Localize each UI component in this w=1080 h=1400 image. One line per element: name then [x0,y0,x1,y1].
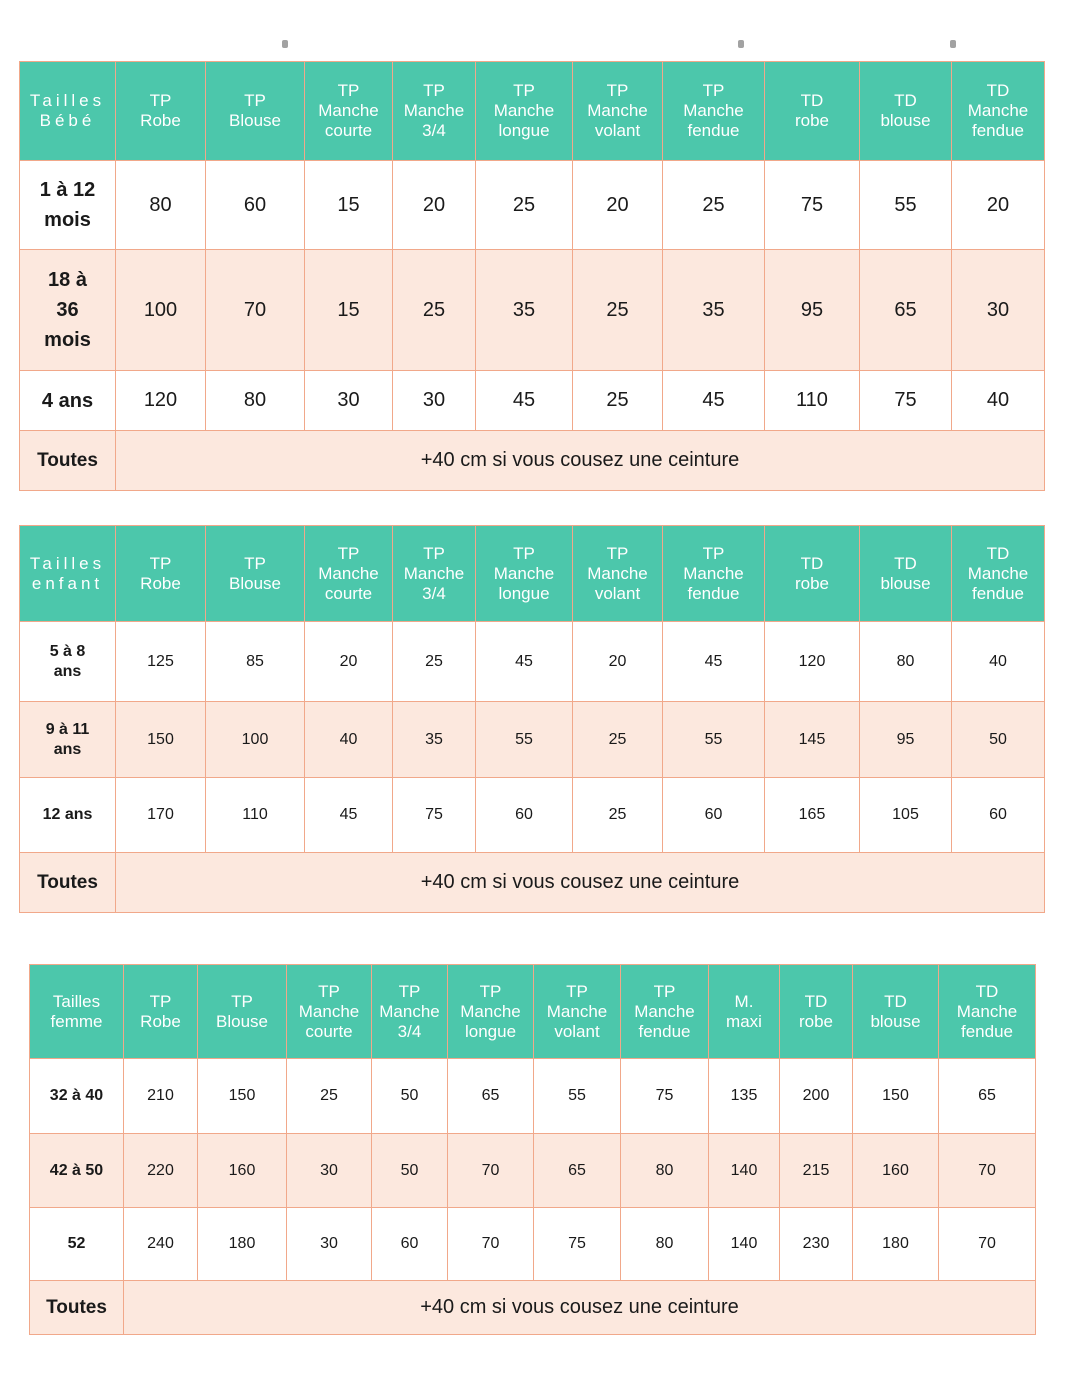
row-size-label: 1 à 12 mois [20,161,116,250]
header-cell [663,526,765,622]
header-label: TP Manche 3/4 [403,543,465,603]
header-cell [952,62,1045,161]
header-label: TP Robe [140,991,181,1031]
value-cell: 230 [780,1208,853,1281]
value-cell: 70 [939,1134,1036,1208]
header-label: TP Manche fendue [683,543,744,603]
value-cell: 160 [198,1134,287,1208]
header-cell [853,965,939,1059]
header-label: TD blouse [870,991,921,1031]
header-label: TP Manche longue [460,981,521,1041]
value-cell: 180 [198,1208,287,1281]
table-row [30,1059,1036,1134]
footer-label: Toutes [20,431,116,491]
value-cell: 50 [372,1134,448,1208]
value-cell: 110 [206,778,305,853]
table-row [30,1134,1036,1208]
value-cell: 30 [287,1208,372,1281]
value-cell: 70 [206,250,305,371]
row-size-label: 32 à 40 [30,1059,124,1134]
value-cell: 45 [663,371,765,431]
table-row [20,622,1045,702]
value-cell: 85 [206,622,305,702]
header-label: TP Blouse [216,991,268,1031]
value-cell: 25 [393,622,476,702]
value-cell: 210 [124,1059,198,1134]
footer-note: +40 cm si vous cousez une ceinture [116,853,1045,913]
value-cell: 75 [393,778,476,853]
value-cell: 170 [116,778,206,853]
value-cell: 140 [709,1134,780,1208]
header-cell [116,62,206,161]
value-cell: 25 [573,778,663,853]
header-label: TD blouse [880,91,931,130]
value-cell: 45 [476,371,573,431]
row-size-label: 5 à 8 ans [20,622,116,702]
size-table-bebe [19,61,1045,491]
table-row [20,702,1045,778]
header-label: Tailles enfant [29,553,106,593]
header-label: TP Blouse [229,91,281,130]
footer-row [20,431,1045,491]
value-cell: 160 [853,1134,939,1208]
value-cell: 200 [780,1059,853,1134]
value-cell: 45 [305,778,393,853]
header-cell [939,965,1036,1059]
header-label: TP Manche volant [587,543,648,603]
value-cell: 70 [448,1208,534,1281]
header-label: TP Manche courte [318,81,379,140]
value-cell: 25 [573,250,663,371]
value-cell: 25 [393,250,476,371]
row-size-label: 18 à 36 mois [20,250,116,371]
value-cell: 50 [952,702,1045,778]
value-cell: 215 [780,1134,853,1208]
header-label: TP Manche fendue [634,981,695,1041]
header-cell [476,526,573,622]
value-cell: 25 [573,702,663,778]
value-cell: 140 [709,1208,780,1281]
value-cell: 150 [116,702,206,778]
value-cell: 55 [663,702,765,778]
value-cell: 60 [952,778,1045,853]
value-cell: 15 [305,161,393,250]
footer-note: +40 cm si vous cousez une ceinture [124,1281,1036,1335]
value-cell: 80 [621,1134,709,1208]
size-table-femme [29,964,1036,1335]
header-cell [372,965,448,1059]
footer-row [30,1281,1036,1335]
table-row [20,250,1045,371]
value-cell: 60 [663,778,765,853]
value-cell: 35 [663,250,765,371]
footer-note: +40 cm si vous cousez une ceinture [116,431,1045,491]
header-cell [206,62,305,161]
header-cell [393,62,476,161]
header-cell [448,965,534,1059]
row-size-label: 4 ans [20,371,116,431]
header-label: Tailles femme [50,991,103,1031]
footer-label: Toutes [30,1281,124,1335]
value-cell: 120 [765,622,860,702]
table-row [20,161,1045,250]
header-label: TP Manche volant [587,81,648,140]
header-label: TP Manche 3/4 [379,981,440,1041]
value-cell: 80 [206,371,305,431]
value-cell: 80 [621,1208,709,1281]
value-cell: 105 [860,778,952,853]
value-cell: 150 [198,1059,287,1134]
value-cell: 65 [534,1134,621,1208]
footer-row [20,853,1045,913]
header-label: TP Manche 3/4 [403,81,465,140]
value-cell: 55 [534,1059,621,1134]
header-cell [860,62,952,161]
header-cell-sizes [20,526,116,622]
header-cell [116,526,206,622]
value-cell: 100 [116,250,206,371]
value-cell: 100 [206,702,305,778]
value-cell: 65 [939,1059,1036,1134]
value-cell: 25 [476,161,573,250]
header-row [30,965,1036,1059]
value-cell: 95 [860,702,952,778]
value-cell: 40 [952,622,1045,702]
value-cell: 135 [709,1059,780,1134]
table-row [20,371,1045,431]
value-cell: 120 [116,371,206,431]
header-row [20,526,1045,622]
value-cell: 20 [393,161,476,250]
value-cell: 35 [476,250,573,371]
header-cell [765,526,860,622]
value-cell: 125 [116,622,206,702]
value-cell: 25 [663,161,765,250]
value-cell: 110 [765,371,860,431]
value-cell: 150 [853,1059,939,1134]
header-label: TP Robe [140,553,181,593]
header-cell [663,62,765,161]
row-size-label: 9 à 11 ans [20,702,116,778]
value-cell: 60 [476,778,573,853]
header-label: M. maxi [726,991,762,1031]
header-label: TD Manche fendue [967,81,1029,140]
table-row [20,778,1045,853]
value-cell: 240 [124,1208,198,1281]
header-cell [952,526,1045,622]
header-cell [198,965,287,1059]
value-cell: 65 [860,250,952,371]
value-cell: 30 [305,371,393,431]
row-size-label: 52 [30,1208,124,1281]
value-cell: 30 [287,1134,372,1208]
header-cell [534,965,621,1059]
header-label: TP Robe [140,91,181,130]
header-label: TP Manche longue [493,543,555,603]
value-cell: 70 [448,1134,534,1208]
header-label: TD Manche fendue [967,543,1029,603]
header-label: TD robe [794,91,830,130]
value-cell: 70 [939,1208,1036,1281]
value-cell: 55 [860,161,952,250]
value-cell: 20 [573,161,663,250]
header-cell [860,526,952,622]
value-cell: 95 [765,250,860,371]
value-cell: 220 [124,1134,198,1208]
value-cell: 20 [573,622,663,702]
value-cell: 45 [663,622,765,702]
header-label: TP Manche courte [318,543,379,603]
value-cell: 25 [287,1059,372,1134]
value-cell: 80 [860,622,952,702]
value-cell: 80 [116,161,206,250]
header-label: TP Blouse [229,553,281,593]
value-cell: 75 [534,1208,621,1281]
header-label: TD Manche fendue [956,981,1018,1041]
header-label: TP Manche courte [298,981,360,1041]
value-cell: 75 [765,161,860,250]
value-cell: 15 [305,250,393,371]
header-label: TP Manche longue [493,81,555,140]
header-label: TP Manche fendue [683,81,744,140]
header-row [20,62,1045,161]
row-size-label: 42 à 50 [30,1134,124,1208]
value-cell: 75 [860,371,952,431]
value-cell: 30 [952,250,1045,371]
header-cell [305,62,393,161]
value-cell: 40 [305,702,393,778]
header-label: TP Manche volant [546,981,608,1041]
value-cell: 60 [372,1208,448,1281]
header-cell [476,62,573,161]
value-cell: 50 [372,1059,448,1134]
value-cell: 45 [476,622,573,702]
header-cell-sizes [20,62,116,161]
value-cell: 35 [393,702,476,778]
value-cell: 145 [765,702,860,778]
header-cell-sizes [30,965,124,1059]
header-cell [206,526,305,622]
value-cell: 25 [573,371,663,431]
header-cell [573,62,663,161]
header-label: Tailles Bébé [29,91,106,130]
row-size-label: 12 ans [20,778,116,853]
header-cell [573,526,663,622]
footer-label: Toutes [20,853,116,913]
table-row [30,1208,1036,1281]
value-cell: 30 [393,371,476,431]
value-cell: 20 [305,622,393,702]
header-cell [305,526,393,622]
value-cell: 75 [621,1059,709,1134]
header-cell [287,965,372,1059]
value-cell: 55 [476,702,573,778]
header-cell [780,965,853,1059]
value-cell: 20 [952,161,1045,250]
header-cell [709,965,780,1059]
header-label: TD robe [794,553,830,593]
value-cell: 180 [853,1208,939,1281]
header-cell [124,965,198,1059]
header-label: TD blouse [880,553,931,593]
header-cell [393,526,476,622]
header-label: TD robe [798,991,834,1031]
size-table-enfant [19,525,1045,913]
value-cell: 65 [448,1059,534,1134]
header-cell [765,62,860,161]
value-cell: 40 [952,371,1045,431]
header-cell [621,965,709,1059]
cropped-text-line [20,30,1044,48]
value-cell: 60 [206,161,305,250]
value-cell: 165 [765,778,860,853]
